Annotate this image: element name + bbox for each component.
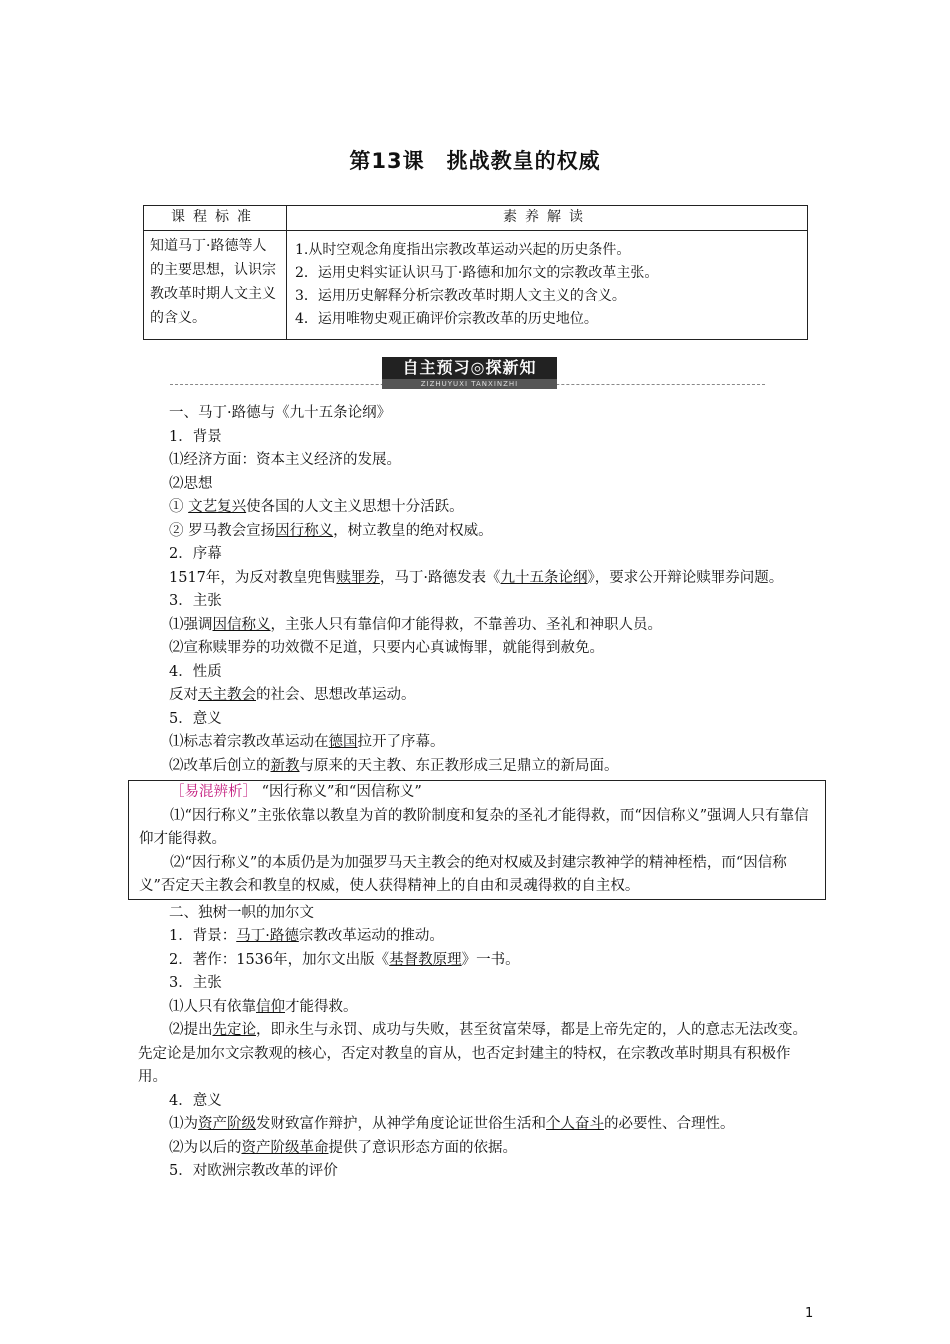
text: ② 罗马教会宣扬 xyxy=(169,522,276,539)
curriculum-standard-cell: 知道马丁·路德等人的主要思想，认识宗教改革时期人文主义的含义。 xyxy=(144,231,287,340)
main-content xyxy=(138,402,818,1184)
key-term: 资产阶级革命 xyxy=(241,1139,329,1156)
text: 提供了意识形态方面的依据。 xyxy=(328,1139,517,1156)
key-term: 资产阶级 xyxy=(198,1116,256,1132)
header-literacy-interpretation: 素养解读 xyxy=(287,206,808,231)
key-term: 因行称义 xyxy=(275,522,334,539)
table-row xyxy=(144,231,808,340)
callout-heading xyxy=(139,781,823,805)
literacy-item: 2．运用史料实证认识马丁·路德和加尔文的宗教改革主张。 xyxy=(295,265,659,281)
key-term: 信仰 xyxy=(256,998,285,1015)
key-term: 马丁·路德 xyxy=(236,928,299,944)
text: 才能得救。 xyxy=(285,998,358,1015)
key-term: 九十五条论纲 xyxy=(500,569,588,586)
paragraph: ① 文艺复兴使各国的人文主义思想十分活跃。 xyxy=(169,499,464,515)
literacy-item: 4．运用唯物史观正确评价宗教改革的历史地位。 xyxy=(295,311,598,327)
paragraph xyxy=(138,731,818,755)
text: 发财致富作辩护，从神学角度论证世俗生活和 xyxy=(256,1116,546,1132)
subheading: 1．背景 xyxy=(169,428,222,445)
text: 1．背景： xyxy=(169,928,237,944)
paragraph xyxy=(138,925,818,949)
callout-tag: ［易混辨析］ xyxy=(170,784,257,800)
page-title: 第13课 挑战教皇的权威 xyxy=(349,149,601,173)
text: 1517年，为反对教皇兜售 xyxy=(169,569,337,586)
text: 的社会、思想改革运动。 xyxy=(256,687,416,703)
text: ⑵为以后的 xyxy=(169,1139,242,1156)
text: 》，要求公开辩论赎罪券问题。 xyxy=(587,569,784,586)
key-term: 先定论 xyxy=(212,1022,256,1038)
header-curriculum-standard: 课程标准 xyxy=(144,206,287,231)
section-heading: 一、马丁·路德与《九十五条论纲》 xyxy=(169,405,392,421)
key-term: 个人奋斗 xyxy=(546,1116,604,1132)
key-term: 天主教会 xyxy=(198,687,256,703)
callout-title: “因行称义”和“因信称义” xyxy=(261,784,422,800)
key-term: 新教 xyxy=(270,757,300,774)
text: ⑵提出 xyxy=(169,1022,213,1038)
paragraph: ⑵思想 xyxy=(169,475,213,492)
text: 》一书。 xyxy=(461,951,520,968)
text: ⑵改革后创立的 xyxy=(169,757,271,774)
text: ⑴人只有依靠 xyxy=(169,998,256,1015)
banner-pinyin: ZIZHUYUXI TANXINZHI xyxy=(382,379,557,389)
key-term: 德国 xyxy=(328,734,358,750)
confusion-analysis-box xyxy=(128,780,826,900)
paragraph: ⑵宣称赎罪券的功效微不足道，只要内心真诚悔罪，就能得到赦免。 xyxy=(169,640,604,656)
subheading: 5．对欧洲宗教改革的评价 xyxy=(169,1163,338,1179)
text: ⑴强调 xyxy=(169,616,213,633)
text: 与原来的天主教、东正教形成三足鼎立的新局面。 xyxy=(299,757,619,774)
subheading: 2．序幕 xyxy=(169,546,222,562)
paragraph: ⑴经济方面：资本主义经济的发展。 xyxy=(169,452,401,468)
paragraph xyxy=(138,755,818,779)
subheading: 4．意义 xyxy=(169,1092,222,1109)
paragraph xyxy=(138,684,818,708)
paragraph: ⑴“因行称义”主张依靠以教皇为首的教阶制度和复杂的圣礼才能得救，而“因信称义”强调人只有靠信仰才能得救。 xyxy=(139,807,809,847)
text: ⑴标志着宗教改革运动在 xyxy=(169,734,329,750)
paragraph: ⑵“因行称义”的本质仍是为加强罗马天主教会的绝对权威及封建宗教神学的精神桎梏，而“因信称义”否定天主教会和教皇的权威，使人获得精神上的自由和灵魂得救的自主权。 xyxy=(139,854,787,894)
paragraph xyxy=(138,1113,818,1137)
paragraph xyxy=(138,949,818,973)
text: ，主张人只有靠信仰才能得救，不靠善功、圣礼和神职人员。 xyxy=(270,616,662,633)
paragraph xyxy=(138,520,818,544)
paragraph xyxy=(138,996,818,1020)
subheading: 5．意义 xyxy=(169,710,222,727)
table-header-row xyxy=(144,206,808,231)
subheading: 4．性质 xyxy=(169,663,222,680)
page-number: 1 xyxy=(805,1306,814,1321)
text: 使各国的人文主义思想十分活跃。 xyxy=(246,499,464,515)
section-heading: 二、独树一帜的加尔文 xyxy=(169,904,314,921)
key-term: 基督教原理 xyxy=(389,951,462,968)
banner-title: 自主预习◎探新知 xyxy=(382,357,557,379)
key-term: 文艺复兴 xyxy=(188,499,247,515)
literacy-interpretation-cell xyxy=(287,231,808,340)
key-term: 赎罪券 xyxy=(336,569,380,586)
text: 拉开了序幕。 xyxy=(357,734,445,750)
text: 的必要性、合理性。 xyxy=(604,1116,735,1132)
section-banner xyxy=(170,356,765,390)
text: 宗教改革运动的推动。 xyxy=(298,928,444,944)
text: 反对 xyxy=(169,687,198,703)
paragraph xyxy=(138,614,818,638)
text: ，即永生与永罚、成功与失败，甚至贫富荣辱，都是上帝先定的，人的意志无法改变。先定论是加尔文宗教观的核心，否定对教皇的盲从，也否定封建主的特权，在宗教改革时期具有积极作用。 xyxy=(138,1022,807,1085)
paragraph xyxy=(138,1137,818,1161)
literacy-item: 1.从时空观念角度指出宗教改革运动兴起的历史条件。 xyxy=(295,242,631,258)
text: ，树立教皇的绝对权威。 xyxy=(333,522,493,539)
key-term: 因信称义 xyxy=(212,616,271,633)
subheading: 3．主张 xyxy=(169,975,222,991)
paragraph xyxy=(138,567,818,591)
text: ，马丁·路德发表《 xyxy=(379,569,501,586)
subheading: 3．主张 xyxy=(169,593,222,609)
literacy-item: 3．运用历史解释分析宗教改革时期人文主义的含义。 xyxy=(295,288,626,304)
text: ⑴为 xyxy=(169,1116,198,1132)
paragraph xyxy=(138,1019,818,1090)
curriculum-table xyxy=(143,205,808,340)
text: 2．著作：1536年，加尔文出版《 xyxy=(169,951,390,968)
